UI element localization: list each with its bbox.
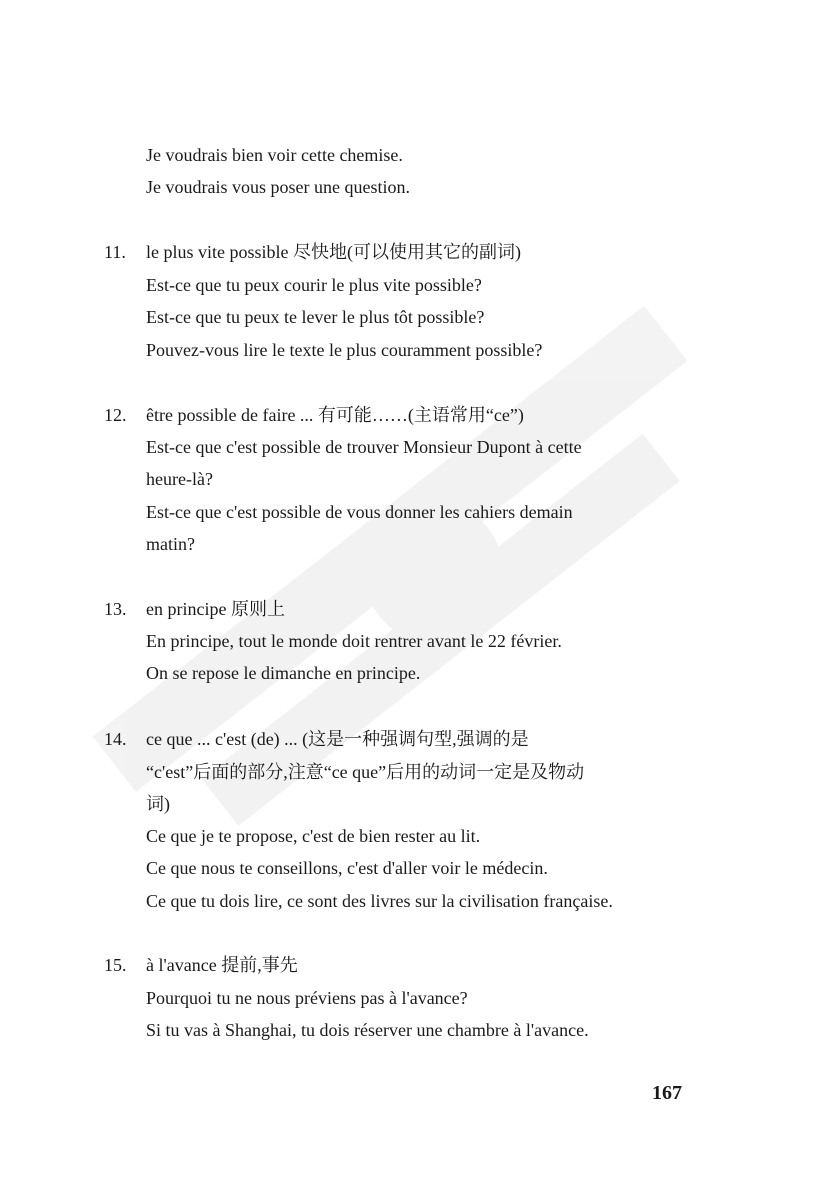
item-13-example-1: En principe, tout le monde doit rentrer avant le 22 février.: [146, 631, 562, 651]
item-13-example-2: On se repose le dimanche en principe.: [146, 663, 421, 683]
page-number: 167: [652, 1082, 682, 1104]
item-11-example-2: Est-ce que tu peux te lever le plus tôt possible?: [146, 307, 485, 327]
item-14-number: 14.: [104, 729, 127, 749]
item-11-heading: le plus vite possible 尽快地(可以使用其它的副词): [146, 242, 521, 262]
item-13-heading: en principe 原则上: [146, 599, 285, 619]
item-14-heading-line-2: “c'est”后面的部分,注意“ce que”后用的动词一定是及物动: [146, 762, 585, 782]
item-11-number: 11.: [104, 242, 126, 262]
item-12-example-2: heure-là?: [146, 469, 213, 489]
item-12-number: 12.: [104, 405, 127, 425]
item-15-example-1: Pourquoi tu ne nous préviens pas à l'avance?: [146, 988, 468, 1008]
item-12-example-3: Est-ce que c'est possible de vous donner les cahiers demain: [146, 502, 573, 522]
item-11-example-3: Pouvez-vous lire le texte le plus couramment possible?: [146, 340, 543, 360]
item-14-example-3: Ce que tu dois lire, ce sont des livres sur la civilisation française.: [146, 891, 613, 911]
item-14-heading-line-3: 词): [146, 794, 170, 814]
item-12-example-4: matin?: [146, 534, 195, 554]
item-15-heading: à l'avance 提前,事先: [146, 955, 298, 975]
item-12-heading: être possible de faire ... 有可能……(主语常用“ce”): [146, 405, 524, 425]
intro-line-1: Je voudrais bien voir cette chemise.: [146, 145, 403, 165]
item-15-number: 15.: [104, 955, 127, 975]
item-13-number: 13.: [104, 599, 127, 619]
item-14-heading: ce que ... c'est (de) ... (这是一种强调句型,强调的是: [146, 729, 529, 749]
item-11-example-1: Est-ce que tu peux courir le plus vite possible?: [146, 275, 482, 295]
intro-line-2: Je voudrais vous poser une question.: [146, 177, 410, 197]
item-12-example-1: Est-ce que c'est possible de trouver Monsieur Dupont à cette: [146, 437, 582, 457]
item-14-example-2: Ce que nous te conseillons, c'est d'aller voir le médecin.: [146, 858, 548, 878]
item-14-example-1: Ce que je te propose, c'est de bien rester au lit.: [146, 826, 481, 846]
item-15-example-2: Si tu vas à Shanghai, tu dois réserver une chambre à l'avance.: [146, 1020, 589, 1040]
